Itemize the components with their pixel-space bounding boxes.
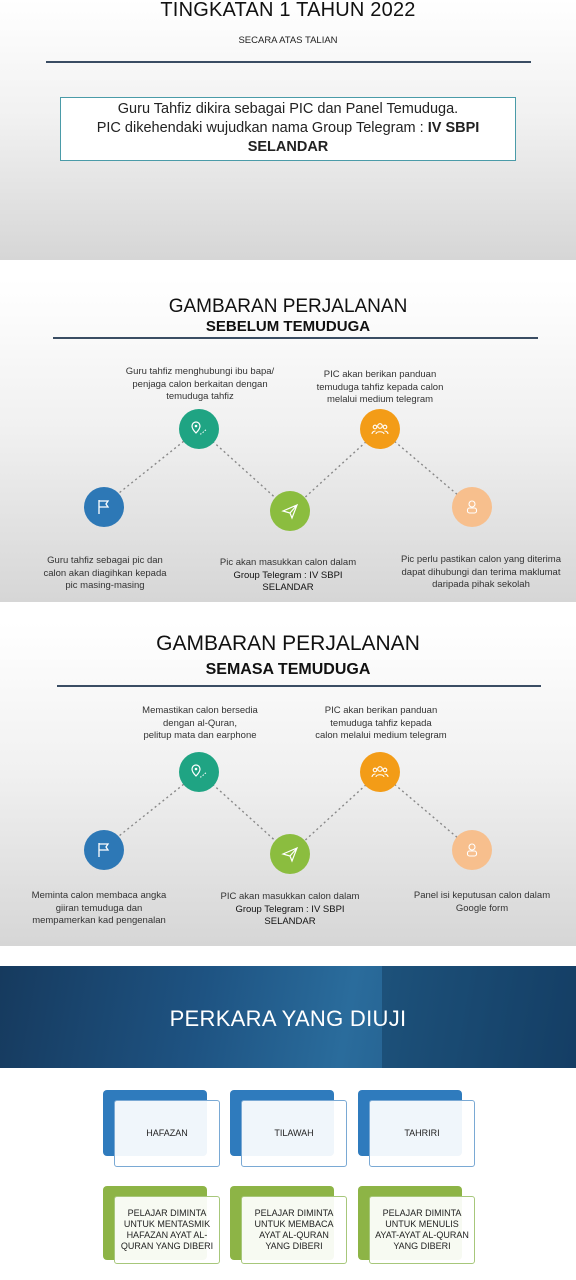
person-icon xyxy=(463,841,481,859)
person-icon xyxy=(463,498,481,516)
slide-intro xyxy=(0,0,576,260)
step-circle-4 xyxy=(360,752,400,792)
step-circle-2 xyxy=(179,409,219,449)
page-title: TINGKATAN 1 TAHUN 2022 xyxy=(160,0,416,21)
caption-top-2: PIC akan berikan panduan temuduga tahfiz kepada calon melalui medium telegram xyxy=(316,369,444,405)
caption-top-1: Memastikan calon bersedia dengan al-Quran, pelitup mata dan earphone xyxy=(142,705,258,741)
section-subtitle: SEBELUM TEMUDUGA xyxy=(205,318,371,335)
step-circle-2 xyxy=(179,752,219,792)
caption-bottom-1: Guru tahfiz sebagai pic dan calon akan diagihkan kepada pic masing-masing xyxy=(43,555,167,591)
info-box xyxy=(60,97,516,161)
group-icon xyxy=(371,763,389,781)
section-title: GAMBARAN PERJALANAN xyxy=(168,296,408,317)
step-circle-3 xyxy=(270,491,310,531)
test-desc-hafazan: PELAJAR DIMINTA UNTUK MENTASMIK HAFAZAN AYAT AL- QURAN YANG DIBERI xyxy=(114,1196,220,1264)
flag-icon xyxy=(95,498,113,516)
banner-title: PERKARA YANG DIUJI xyxy=(169,1006,407,1031)
section-subtitle: SEMASA TEMUDUGA xyxy=(205,661,371,678)
info-line-1: Guru Tahfiz dikira sebagai PIC dan Panel Temuduga. xyxy=(117,101,459,117)
test-desc-tilawah: PELAJAR DIMINTA UNTUK MEMBACA AYAT AL-QURAN YANG DIBERI xyxy=(241,1196,347,1264)
banner-tested-items xyxy=(0,966,576,1068)
group-icon xyxy=(371,420,389,438)
info-line-2: PIC dikehendaki wujudkan nama Group Telegram : IV SBPI xyxy=(96,120,480,136)
step-circle-5 xyxy=(452,830,492,870)
step-circle-1 xyxy=(84,830,124,870)
test-desc-tahriri: PELAJAR DIMINTA UNTUK MENULIS AYAT-AYAT AL-QURAN YANG DIBERI xyxy=(369,1196,475,1264)
title-rule xyxy=(46,61,531,63)
caption-top-1: Guru tahfiz menghubungi ibu bapa/ penjaga calon berkaitan dengan temuduga tahfiz xyxy=(125,366,275,402)
location-pin-icon xyxy=(190,763,208,781)
page-subtitle: SECARA ATAS TALIAN xyxy=(238,35,338,46)
caption-bottom-2: PIC akan masukkan calon dalam Group Telegram : IV SBPI SELANDAR xyxy=(220,891,360,927)
slide-during-interview xyxy=(0,622,576,946)
section-title: GAMBARAN PERJALANAN xyxy=(156,632,420,655)
paper-plane-icon xyxy=(281,502,299,520)
flag-icon xyxy=(95,841,113,859)
caption-bottom-3: Panel isi keputusan calon dalam Google form xyxy=(413,890,551,914)
tests-section xyxy=(0,1068,576,1280)
info-line-3: SELANDAR xyxy=(247,139,329,155)
step-circle-4 xyxy=(360,409,400,449)
caption-top-2: PIC akan berikan panduan temuduga tahfiz kepada calon melalui medium telegram xyxy=(315,705,447,741)
caption-bottom-1: Meminta calon membaca angka giiran temuduga dan mempamerkan kad pengenalan xyxy=(31,890,167,926)
caption-bottom-3: Pic perlu pastikan calon yang diterima dapat dihubungi dan terima maklumat daripada pihak sekolah xyxy=(400,554,561,590)
step-circle-1 xyxy=(84,487,124,527)
test-name-hafazan: HAFAZAN xyxy=(114,1100,220,1167)
location-pin-icon xyxy=(190,420,208,438)
slide-before-interview xyxy=(0,279,576,602)
test-name-tahriri: TAHRIRI xyxy=(369,1100,475,1167)
test-name-tilawah: TILAWAH xyxy=(241,1100,347,1167)
caption-bottom-2: Pic akan masukkan calon dalam Group Telegram : IV SBPI SELANDAR xyxy=(219,557,357,593)
step-circle-3 xyxy=(270,834,310,874)
step-circle-5 xyxy=(452,487,492,527)
paper-plane-icon xyxy=(281,845,299,863)
